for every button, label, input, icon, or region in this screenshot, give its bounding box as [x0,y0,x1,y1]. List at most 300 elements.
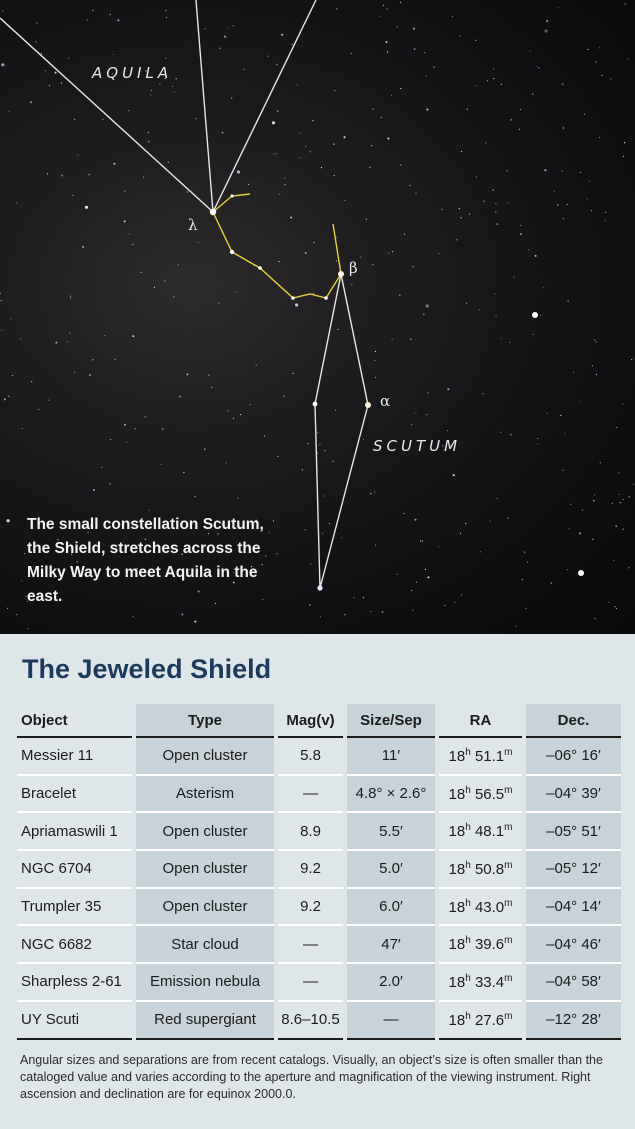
background-star [423,313,425,315]
background-star [426,109,428,111]
background-star [533,334,534,335]
background-star [467,109,468,110]
background-star [174,91,175,92]
background-star [412,610,413,611]
background-star [605,220,606,221]
background-star [495,203,496,204]
background-star [2,10,3,11]
background-star [102,119,103,120]
cell-mag: 9.2 [276,850,345,888]
background-star [476,176,477,177]
background-star [616,608,617,609]
background-star [22,428,23,429]
background-star [36,22,37,23]
background-star [584,114,585,115]
cell-mag: 5.8 [276,737,345,775]
cell-size: 11′ [345,737,437,775]
cell-object: Trumpler 35 [17,888,134,926]
background-star [426,414,427,415]
background-star [227,410,228,411]
background-star [7,608,8,609]
ra-hours-unit: h [465,972,471,984]
background-star [276,64,277,65]
header-size: Size/Sep [345,704,437,737]
background-star [1,63,4,66]
cell-ra [437,775,524,813]
background-star [382,611,384,613]
background-star [278,261,279,262]
background-star [113,54,114,55]
ra-minutes: 56.5 [474,785,505,803]
background-star [279,194,280,195]
background-star [305,146,306,147]
background-star [526,608,527,609]
background-star [453,474,455,476]
background-star [67,341,68,342]
ra-minutes-unit: m [504,784,513,796]
header-object: Object [17,704,134,737]
background-star [510,434,511,435]
cell-type: Open cluster [134,812,276,850]
background-star [335,410,336,411]
background-star [414,48,416,50]
background-star [563,127,564,128]
cell-size: 5.5′ [345,812,437,850]
background-star [524,552,525,553]
star-alpha-scuti [365,402,371,408]
background-star [248,184,249,185]
table-section [0,634,635,1129]
scutum-line-alpha-south [320,405,368,588]
background-star [582,510,583,511]
cell-type: Star cloud [134,925,276,963]
cell-dec: –04° 58′ [524,963,621,1001]
background-star [614,606,615,607]
background-star [55,342,57,344]
background-star [195,496,196,497]
background-star [82,246,84,248]
background-star [218,303,219,304]
background-star [353,597,354,598]
background-star [324,450,325,451]
cell-dec: –05° 51′ [524,812,621,850]
background-star [415,519,417,521]
background-star [284,178,285,179]
aquila-label: AQUILA [92,64,173,82]
background-star [124,220,126,222]
background-star [540,315,541,316]
background-star [363,439,364,440]
background-star [165,58,166,59]
background-star [447,388,449,390]
background-star [562,171,563,172]
background-star [469,214,470,215]
background-star [413,28,415,30]
background-star [493,78,494,79]
table-row [17,963,621,1001]
alpha-label: α [380,392,391,410]
star-scutum-west [313,402,318,407]
background-star [623,156,624,157]
background-star [381,117,382,118]
background-star [409,185,410,186]
background-star [546,413,547,414]
background-star [426,75,427,76]
background-star [296,84,297,85]
background-star [529,51,530,52]
cell-object: Sharpless 2-61 [17,963,134,1001]
background-star [233,418,234,419]
background-star [264,435,265,436]
background-star [186,373,188,375]
background-star [425,569,426,570]
background-star [546,20,548,22]
background-star [591,210,592,211]
background-star [16,202,17,203]
background-star [277,456,278,457]
background-star [543,287,544,288]
cell-mag: — [276,925,345,963]
background-star [624,142,625,143]
background-star [593,500,595,502]
background-star [537,438,538,439]
ra-minutes: 27.6 [474,1011,505,1029]
background-star [132,335,134,337]
background-star [87,19,88,20]
ra-minutes-unit: m [504,1010,513,1022]
cell-object: NGC 6682 [17,925,134,963]
background-star [522,579,523,580]
background-star [375,545,376,546]
cell-mag: — [276,963,345,1001]
background-star [183,472,184,473]
background-star [204,28,205,29]
cell-size: — [345,1001,437,1039]
background-star [141,272,142,273]
background-star [351,53,352,54]
background-star [72,195,73,196]
background-star [495,211,496,212]
background-star [622,403,623,404]
background-star [274,154,275,155]
background-star [299,133,300,134]
background-star [411,424,412,425]
table-header-row [17,704,621,737]
background-star [1,330,2,331]
background-star [160,464,161,465]
background-star [194,621,196,623]
background-star [1,300,2,301]
background-star [623,529,624,530]
background-star [61,175,63,177]
background-star [164,280,165,281]
background-star [427,392,428,393]
background-star [596,342,597,343]
cell-mag: — [276,775,345,813]
ra-minutes: 50.8 [474,860,505,878]
background-star [204,449,205,450]
background-star [35,41,36,42]
background-star [329,523,330,524]
background-star [415,412,416,413]
background-star [336,8,337,9]
background-star [392,339,393,340]
background-star [24,553,25,554]
cell-object: Messier 11 [17,737,134,775]
background-star [391,95,392,96]
background-star [602,75,603,76]
background-star [267,56,268,57]
background-star [295,303,298,306]
background-star [16,614,17,615]
photo-caption: The small constellation Scutum, the Shield, stretches across the Milky Way to meet Aquila in the east. [27,516,264,605]
star-asterism-2 [258,266,262,270]
background-star [92,359,93,360]
background-star [426,304,429,307]
background-star [151,90,152,91]
background-star [544,169,546,171]
background-star [599,137,600,138]
background-star [573,372,574,373]
background-star [227,28,228,29]
background-star [400,164,402,166]
background-star [475,40,476,41]
background-star [507,170,508,171]
background-star [321,167,322,168]
background-star [610,78,611,79]
background-star [372,264,373,265]
background-star [293,373,294,374]
objects-table [17,704,621,1040]
background-star [338,329,339,330]
background-star [404,513,405,514]
ra-minutes-unit: m [504,935,513,947]
background-star [479,309,480,310]
background-star [334,175,335,176]
background-star [375,351,376,352]
background-star [145,416,146,417]
cell-type: Open cluster [134,888,276,926]
background-star [493,68,494,69]
background-star [250,404,251,405]
background-star [501,84,502,85]
background-star [483,201,484,202]
star-beta-scuti [338,271,344,277]
aquila-line-east [213,0,316,212]
scutum-line-west-south [315,404,320,588]
background-star [117,19,119,21]
background-star [459,208,460,209]
ra-hours-unit: h [465,935,471,947]
header-dec: Dec. [524,704,621,737]
cell-size: 4.8° × 2.6° [345,775,437,813]
cell-dec: –04° 39′ [524,775,621,813]
background-star [579,532,581,534]
aquila-line-north [196,0,213,212]
ra-hours-unit: h [465,859,471,871]
background-star [633,484,634,485]
background-star [299,157,300,158]
background-star [41,53,42,54]
background-star [372,108,373,109]
background-star [580,401,581,402]
background-star [536,66,537,67]
background-star [31,381,32,382]
background-star [88,174,90,176]
header-type: Type [134,704,276,737]
scutum-line-beta-alpha [341,274,368,405]
background-star [93,489,95,491]
background-star [27,628,28,629]
background-star [276,153,277,154]
background-star [344,136,346,138]
background-star [438,253,439,254]
background-star [166,17,167,18]
background-star [628,567,629,568]
background-star [567,204,568,205]
background-star [235,291,236,292]
background-star [69,332,70,333]
background-star [568,300,569,301]
background-star [38,409,39,410]
table-body [17,737,621,1039]
cell-size: 6.0′ [345,888,437,926]
background-star [135,428,136,429]
cell-mag: 8.6–10.5 [276,1001,345,1039]
background-star [551,582,552,583]
ra-hours-unit: h [465,822,471,834]
background-star [310,151,311,152]
cell-type: Emission nebula [134,963,276,1001]
background-star [70,296,71,297]
background-star [594,494,595,495]
background-star [452,16,453,17]
background-star [284,184,285,185]
background-star [168,162,169,163]
ra-minutes-unit: m [504,972,513,984]
ra-minutes: 39.6 [474,936,505,954]
background-star [143,177,144,178]
background-star [363,597,364,598]
background-star [281,34,283,36]
background-star [320,616,321,617]
background-star [387,138,389,140]
star-asterism-1 [230,250,234,254]
star-asterism-5 [230,194,233,197]
background-star [323,495,324,496]
background-star [387,51,388,52]
background-star [600,462,601,463]
cell-dec: –12° 28′ [524,1001,621,1039]
background-star [515,625,516,626]
background-star [619,472,620,473]
background-star [21,580,22,581]
background-star [383,5,384,6]
background-star [198,242,199,243]
background-star [45,70,46,71]
cell-type: Asterism [134,775,276,813]
background-star [48,400,49,401]
background-star [496,223,498,225]
background-star [487,80,488,81]
cell-object: Apriamaswili 1 [17,812,134,850]
background-star [415,193,416,194]
background-star [596,61,597,62]
background-star [564,433,565,434]
background-star [496,498,497,499]
background-star [77,154,78,155]
background-star [507,202,508,203]
background-star [592,365,593,366]
table-row [17,812,621,850]
background-star [341,537,342,538]
background-star [128,110,129,111]
background-star [392,251,393,252]
background-star [520,233,522,235]
background-star [420,540,421,541]
background-star [124,191,125,192]
background-star [231,98,232,99]
background-star [569,528,570,529]
background-star [133,616,134,617]
cell-ra [437,850,524,888]
beta-label: β [349,259,358,277]
background-star [532,94,533,95]
ra-hours-unit: h [465,746,471,758]
ra-hours: 18 [448,785,466,803]
background-star [49,85,50,86]
background-star [172,86,173,87]
cell-size: 2.0′ [345,963,437,1001]
background-star [528,249,529,250]
background-star [400,2,401,3]
cell-mag: 8.9 [276,812,345,850]
background-star [313,293,314,294]
background-star [233,25,234,26]
background-star [92,10,93,11]
background-star [220,48,221,49]
cell-size: 47′ [345,925,437,963]
background-star [55,72,57,74]
header-mag: Mag(v) [276,704,345,737]
background-star [465,523,466,524]
background-star [456,239,457,240]
background-star [70,298,71,299]
background-star [612,503,613,504]
background-star [9,111,10,112]
background-star [272,121,275,124]
background-star [74,372,75,373]
background-star [480,551,481,552]
ra-hours: 18 [448,860,466,878]
background-star [628,59,629,60]
background-star [309,604,310,605]
background-star [312,120,313,121]
background-star [4,398,6,400]
background-star [74,119,75,120]
background-star [595,618,596,619]
background-star [30,101,32,103]
background-star [387,8,388,9]
background-star [623,499,624,500]
background-star [399,295,400,296]
cell-dec: –06° 16′ [524,737,621,775]
background-star [129,233,130,234]
background-star [490,520,491,521]
background-star [305,252,307,254]
aquila-line-west [0,18,213,212]
header-ra: RA [437,704,524,737]
